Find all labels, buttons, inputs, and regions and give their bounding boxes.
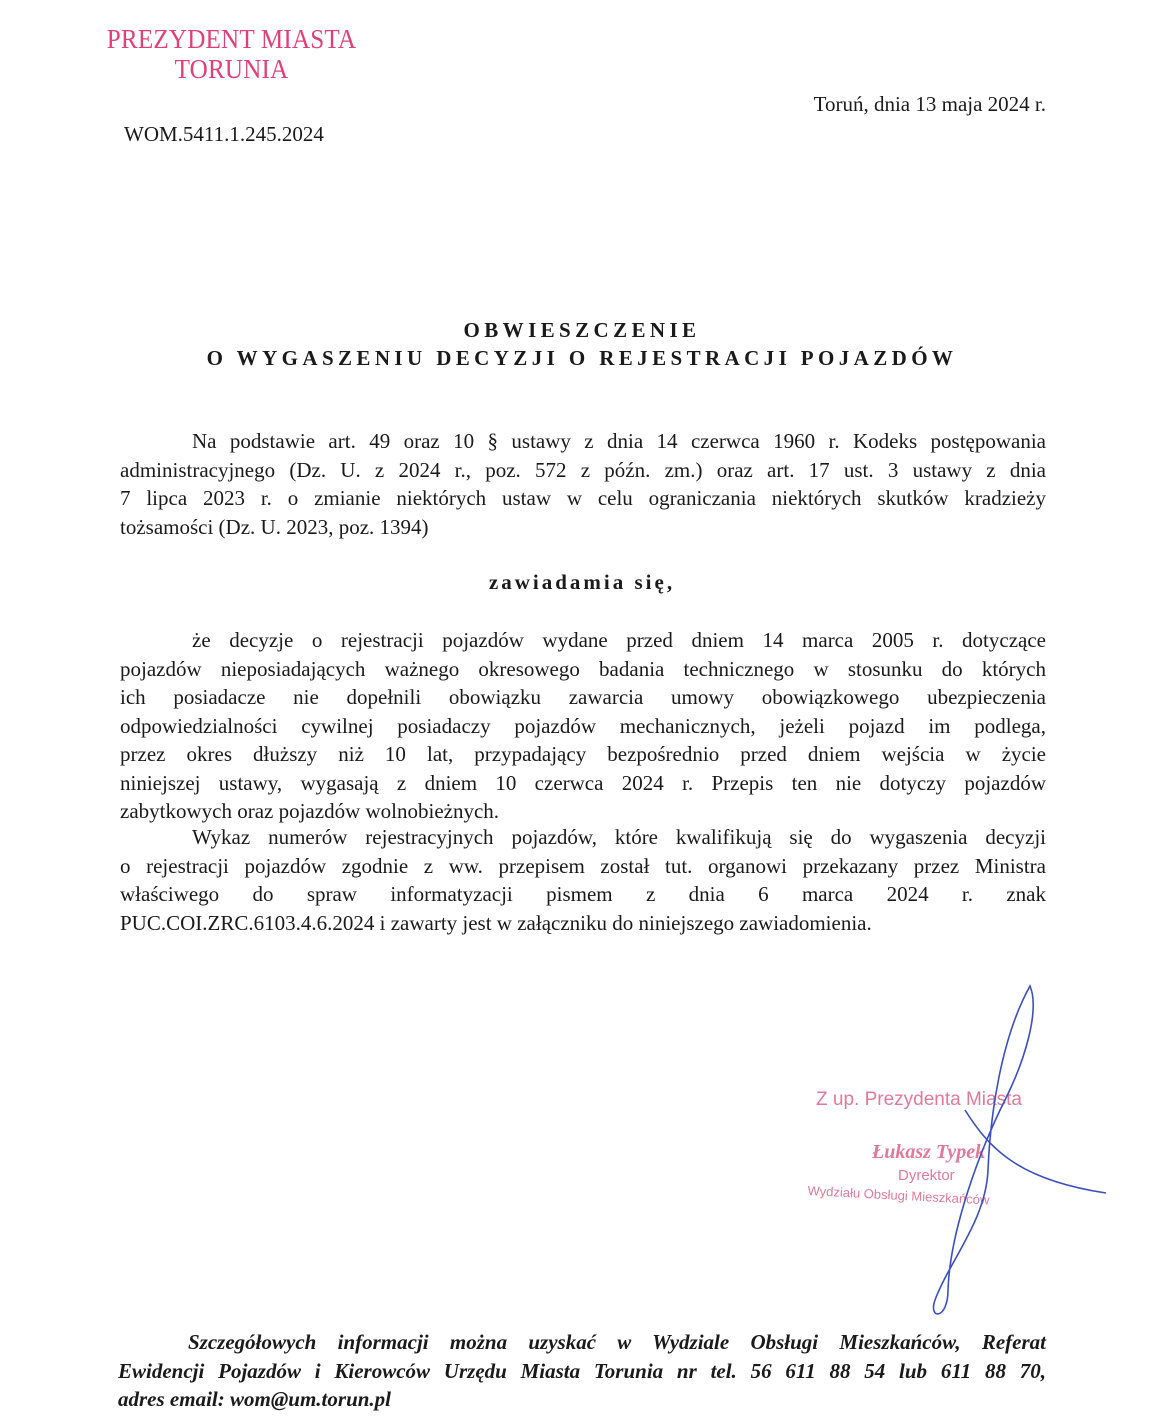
city-president-stamp <box>92 24 371 84</box>
contact-footer <box>118 1328 1046 1414</box>
signature-stamp-name: Łukasz Typek <box>872 1141 986 1163</box>
handwritten-signature <box>790 980 1120 1320</box>
stamp-line-1: PREZYDENT MIASTA <box>106 24 357 54</box>
paragraph-line: Na podstawie art. 49 oraz 10 § ustawy z dnia 14 czerwca 1960 r. Kodeks postępowania <box>192 429 1046 453</box>
registry-list-paragraph <box>120 823 1046 937</box>
reference-number: WOM.5411.1.245.2024 <box>124 122 324 146</box>
paragraph-line: tożsamości (Dz. U. 2023, poz. 1394) <box>120 514 429 539</box>
signature-stamp-department: Wydziału Obsługi Mieszkańców <box>807 1183 990 1208</box>
paragraph-line: 7 lipca 2023 r. o zmianie niektórych ustaw w celu ograniczania niektórych skutków kradzieży <box>120 486 1046 510</box>
stamp-line-2: TORUNIA <box>174 54 289 84</box>
paragraph-line: że decyzje o rejestracji pojazdów wydane przed dniem 14 marca 2005 r. dotyczące <box>192 628 1046 652</box>
footer-line: Ewidencji Pojazdów i Kierowców Urzędu Miasta Torunia nr tel. 56 611 88 54 lub 611 88 70, <box>118 1358 1046 1383</box>
document-title: OBWIESZCZENIE <box>463 318 701 342</box>
signature-stamp-position: Dyrektor <box>898 1167 955 1184</box>
paragraph-line: administracyjnego (Dz. U. z 2024 r., poz. 572 z późn. zm.) oraz art. 17 ust. 3 ustawy z dnia <box>120 457 1046 482</box>
footer-line: Szczegółowych informacji można uzyskać w Wydziale Obsługi Mieszkańców, Referat <box>188 1330 1046 1354</box>
paragraph-line: ich posiadacze nie dopełnili obowiązku zawarcia umowy obowiązkowego ubezpieczenia <box>120 685 1046 709</box>
document-subtitle: O WYGASZENIU DECYZJI O REJESTRACJI POJAZDÓW <box>206 346 958 370</box>
footer-line: adres email: wom@um.torun.pl <box>118 1387 392 1411</box>
legal-basis-paragraph <box>120 427 1046 541</box>
paragraph-line: przez okres dłuższy niż 10 lat, przypadający bezpośrednio przed dniem wejścia w życie <box>120 742 1046 766</box>
notice-heading: zawiadamia się, <box>488 570 676 594</box>
decision-paragraph <box>120 626 1046 826</box>
paragraph-line: odpowiedzialności cywilnej posiadaczy pojazdów mechanicznych, jeżeli pojazd im podlega, <box>120 713 1046 738</box>
paragraph-line: pojazdów nieposiadających ważnego okresowego badania technicznego w stosunku do których <box>120 656 1046 681</box>
paragraph-line: PUC.COI.ZRC.6103.4.6.2024 i zawarty jest w załączniku do niniejszego zawiadomienia. <box>120 910 872 935</box>
paragraph-line: o rejestracji pojazdów zgodnie z ww. przepisem został tut. organowi przekazany przez Ministra <box>120 853 1046 878</box>
paragraph-line: zabytkowych oraz pojazdów wolnobieżnych. <box>120 799 500 823</box>
paragraph-line: właściwego do spraw informatyzacji pismem z dnia 6 marca 2024 r. znak <box>120 882 1046 906</box>
paragraph-line: niniejszej ustawy, wygasają z dniem 10 czerwca 2024 r. Przepis ten nie dotyczy pojazdów <box>120 770 1046 795</box>
signature-stamp-line-1: Z up. Prezydenta Miasta <box>816 1089 1022 1110</box>
paragraph-line: Wykaz numerów rejestracyjnych pojazdów, które kwalifikują się do wygaszenia decyzji <box>192 825 1046 849</box>
document-date: Toruń, dnia 13 maja 2024 r. <box>813 92 1046 116</box>
